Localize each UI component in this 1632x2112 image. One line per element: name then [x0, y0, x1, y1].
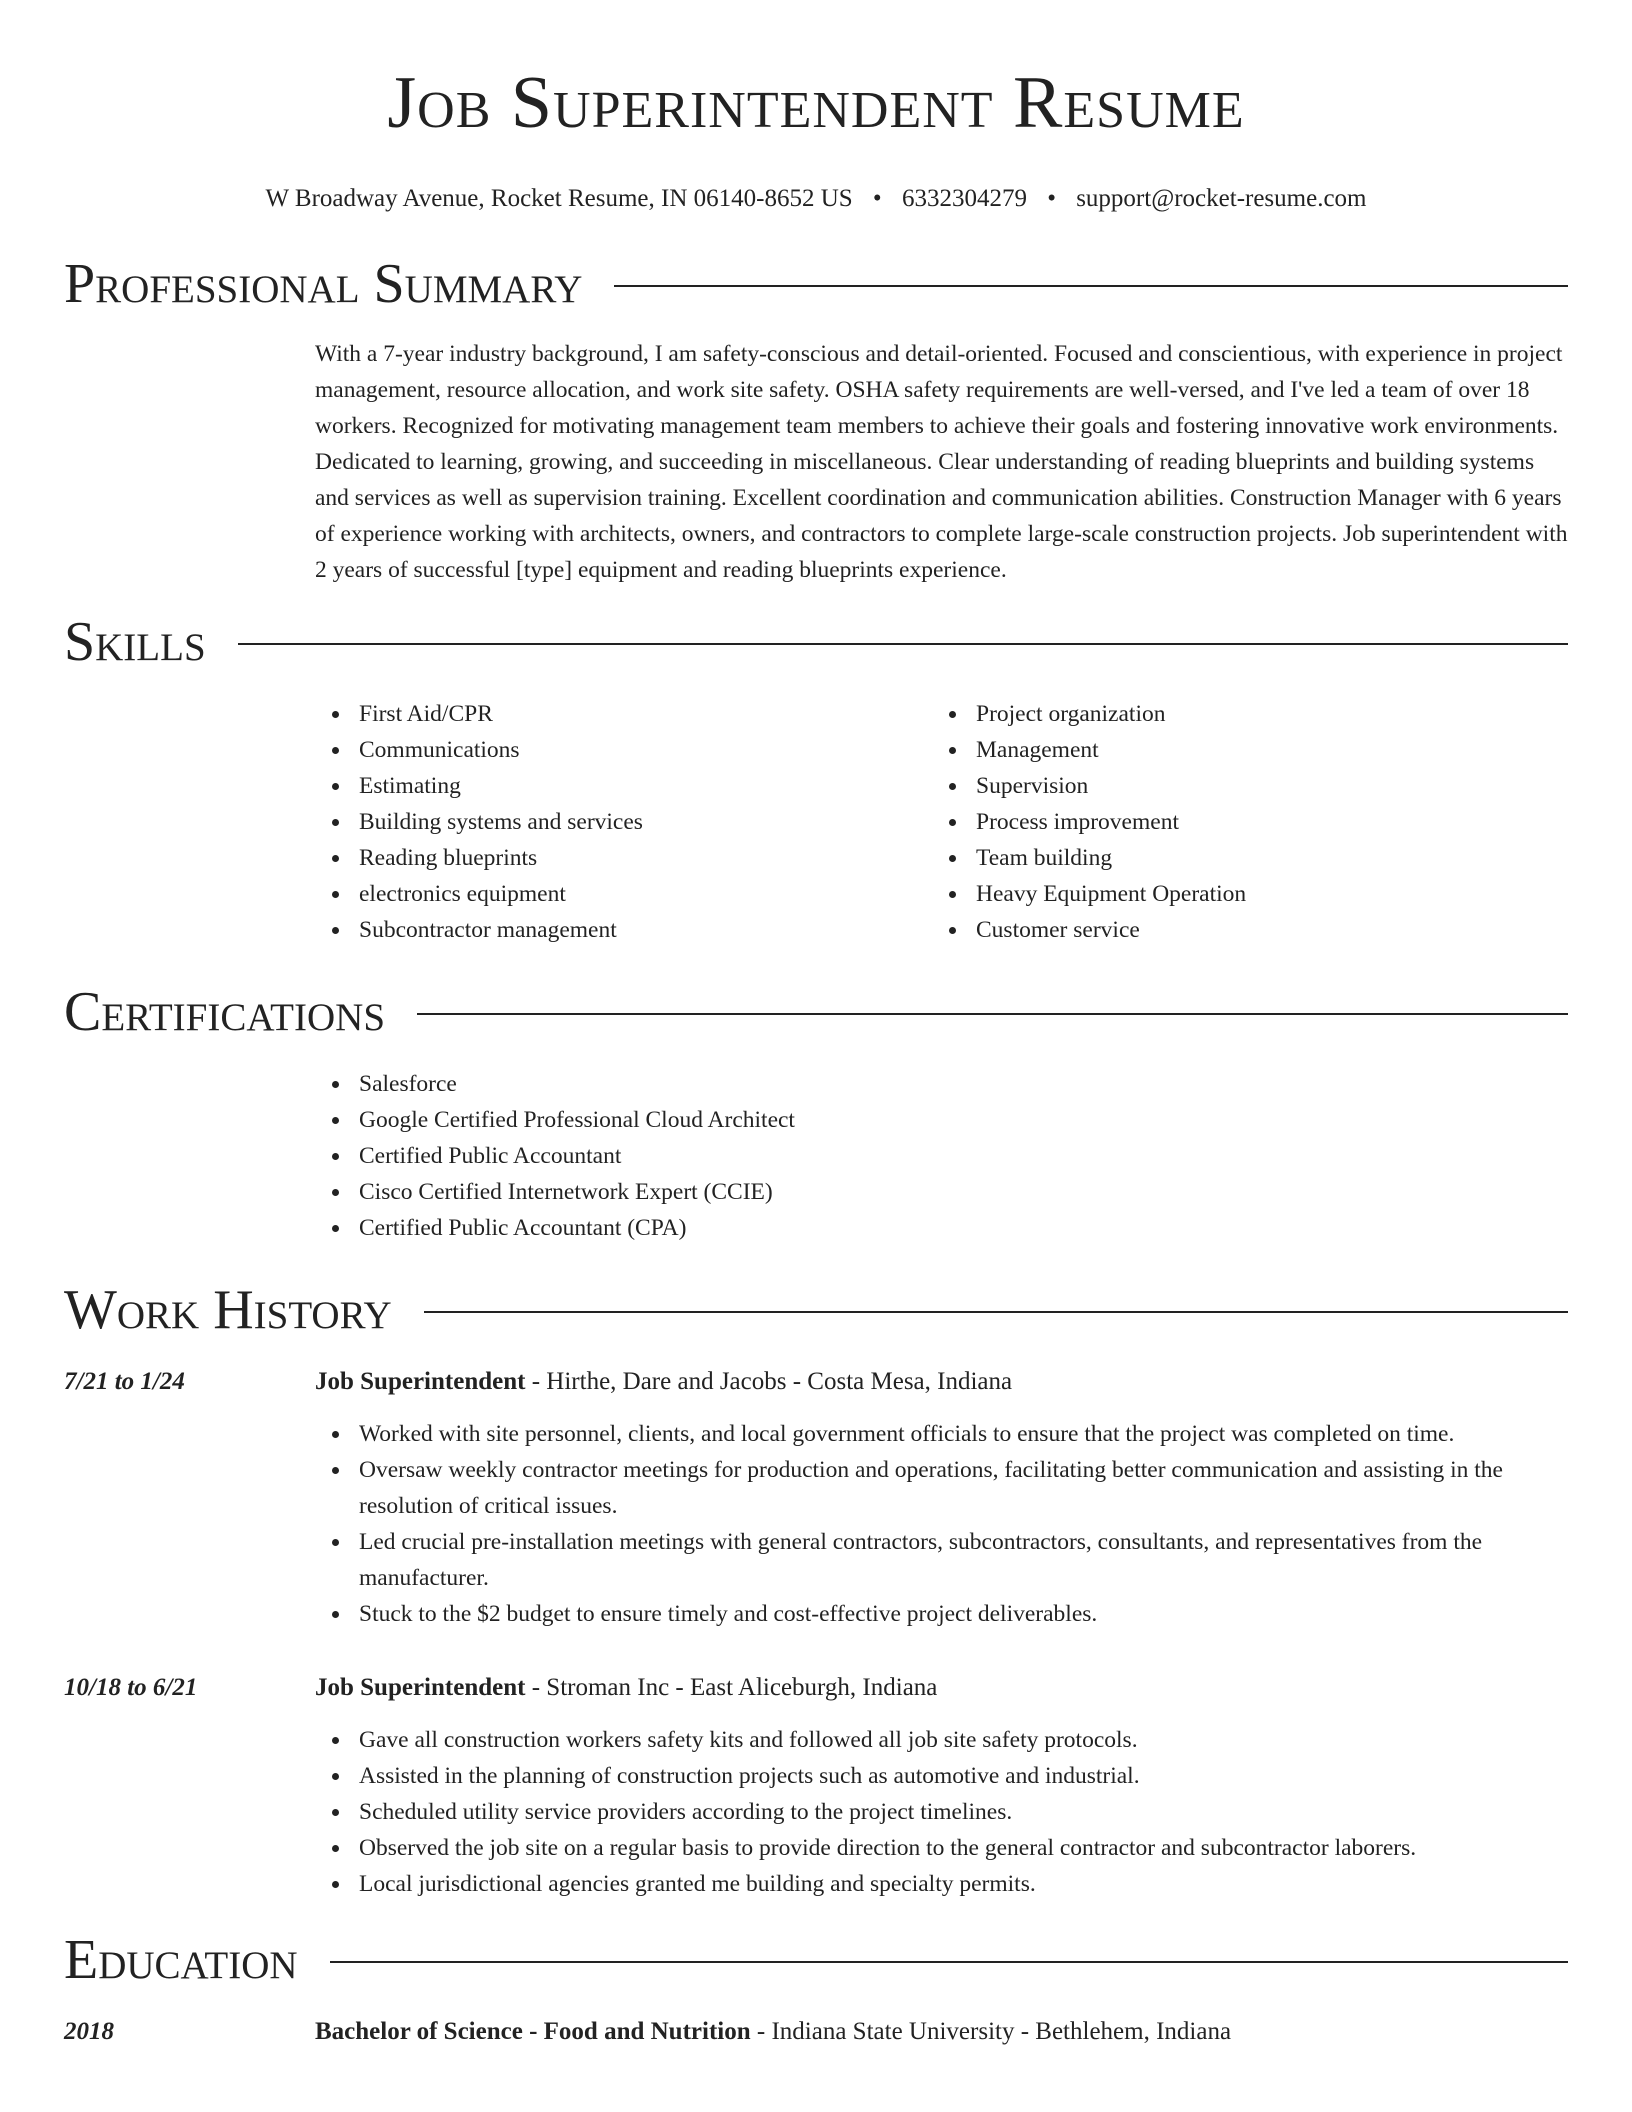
duty-item: Scheduled utility service providers according to the project timelines.	[359, 1794, 1568, 1830]
summary-heading: Professional Summary	[64, 253, 583, 315]
section-divider	[424, 1311, 1568, 1313]
work-duties	[315, 1722, 1568, 1902]
skills-heading: Skills	[64, 611, 206, 673]
duty-item: Local jurisdictional agencies granted me building and specialty permits.	[359, 1866, 1568, 1902]
duty-item: Observed the job site on a regular basis to provide direction to the general contractor and subcontractor laborers.	[359, 1830, 1568, 1866]
skills-column-left	[315, 696, 932, 948]
summary-section-header	[64, 252, 1568, 316]
employer-details: - Hirthe, Dare and Jacobs - Costa Mesa, Indiana	[525, 1368, 1013, 1395]
skill-item: Team building	[976, 840, 1549, 876]
skill-item: Customer service	[976, 912, 1549, 948]
education-section-header	[64, 1928, 1568, 1992]
section-divider	[330, 1961, 1568, 1963]
contact-address: W Broadway Avenue, Rocket Resume, IN 06140-8652 US	[265, 185, 853, 212]
certification-item: Cisco Certified Internetwork Expert (CCIE)	[359, 1174, 1568, 1210]
work-dates: 7/21 to 1/24	[64, 1368, 185, 1395]
skill-item: Heavy Equipment Operation	[976, 876, 1549, 912]
skill-item: Supervision	[976, 768, 1549, 804]
skill-item: Project organization	[976, 696, 1549, 732]
school-details: - Indiana State University - Bethlehem, Indiana	[750, 2018, 1232, 2045]
work-entry	[64, 1670, 1568, 1902]
certifications-section-header	[64, 980, 1568, 1044]
skill-item: First Aid/CPR	[359, 696, 932, 732]
education-entry-row	[64, 2014, 1568, 2050]
certification-item: Salesforce	[359, 1066, 1568, 1102]
job-title: Job Superintendent	[315, 1368, 526, 1395]
education-entry	[64, 2014, 1568, 2050]
certification-item: Certified Public Accountant (CPA)	[359, 1210, 1568, 1246]
skill-item: Reading blueprints	[359, 840, 932, 876]
resume-title: Job Superintendent Resume	[387, 62, 1245, 144]
duty-item: Assisted in the planning of construction projects such as automotive and industrial.	[359, 1758, 1568, 1794]
work-dates: 10/18 to 6/21	[64, 1674, 198, 1701]
certification-item: Certified Public Accountant	[359, 1138, 1568, 1174]
employer-details: - Stroman Inc - East Aliceburgh, Indiana	[525, 1674, 938, 1701]
section-divider	[417, 1013, 1568, 1015]
skill-item: Building systems and services	[359, 804, 932, 840]
skill-item: Estimating	[359, 768, 932, 804]
skill-item: Management	[976, 732, 1549, 768]
skill-item: electronics equipment	[359, 876, 932, 912]
skills-column-right	[932, 696, 1549, 948]
skill-item: Process improvement	[976, 804, 1549, 840]
contact-line	[64, 184, 1568, 214]
skills-section-header	[64, 610, 1568, 674]
section-divider	[614, 285, 1568, 287]
work-duties	[315, 1416, 1568, 1632]
duty-item: Stuck to the $2 budget to ensure timely and cost-effective project deliverables.	[359, 1596, 1568, 1632]
section-divider	[238, 643, 1568, 645]
certifications-list	[315, 1066, 1568, 1246]
duty-item: Oversaw weekly contractor meetings for production and operations, facilitating better communication and assisting in the resolution of critical issues.	[359, 1452, 1568, 1524]
skills-list	[315, 696, 1568, 948]
education-year: 2018	[64, 2018, 114, 2045]
certifications-heading: Certifications	[64, 981, 386, 1043]
separator-dot: •	[872, 185, 882, 212]
duty-item: Led crucial pre-installation meetings with general contractors, subcontractors, consultants, and representatives from the manufacturer.	[359, 1524, 1568, 1596]
contact-phone: 6332304279	[901, 185, 1027, 212]
contact-email: support@rocket-resume.com	[1076, 185, 1367, 212]
duty-item: Worked with site personnel, clients, and local government officials to ensure that the project was completed on time.	[359, 1416, 1568, 1452]
education-heading: Education	[64, 1929, 298, 1991]
work-entry-header	[64, 1364, 1568, 1400]
summary-text: With a 7-year industry background, I am safety-conscious and detail-oriented. Focused and conscientious, with experience in project management, resource allocation, and work site safety. OSHA safety requirements are well-versed, and I've led a team of over 18 workers. Recognized for motivating management team members to achieve their goals and fostering innovative work environments. Dedicated to learning, growing, and succeeding in miscellaneous. Clear understanding of reading blueprints and building systems and services as well as supervision training. Excellent coordination and communication abilities. Construction Manager with 6 years of experience working with architects, owners, and contractors to complete large-scale construction projects. Job superintendent with 2 years of successful [type] equipment and reading blueprints experience.	[315, 341, 1568, 583]
certification-item: Google Certified Professional Cloud Architect	[359, 1102, 1568, 1138]
skill-item: Subcontractor management	[359, 912, 932, 948]
work-section-header	[64, 1278, 1568, 1342]
degree: Bachelor of Science - Food and Nutrition	[315, 2018, 751, 2045]
duty-item: Gave all construction workers safety kits and followed all job site safety protocols.	[359, 1722, 1568, 1758]
work-entry-header	[64, 1670, 1568, 1706]
skill-item: Communications	[359, 732, 932, 768]
job-title: Job Superintendent	[315, 1674, 526, 1701]
work-heading: Work History	[64, 1279, 392, 1341]
work-entry	[64, 1364, 1568, 1632]
separator-dot: •	[1047, 185, 1056, 212]
